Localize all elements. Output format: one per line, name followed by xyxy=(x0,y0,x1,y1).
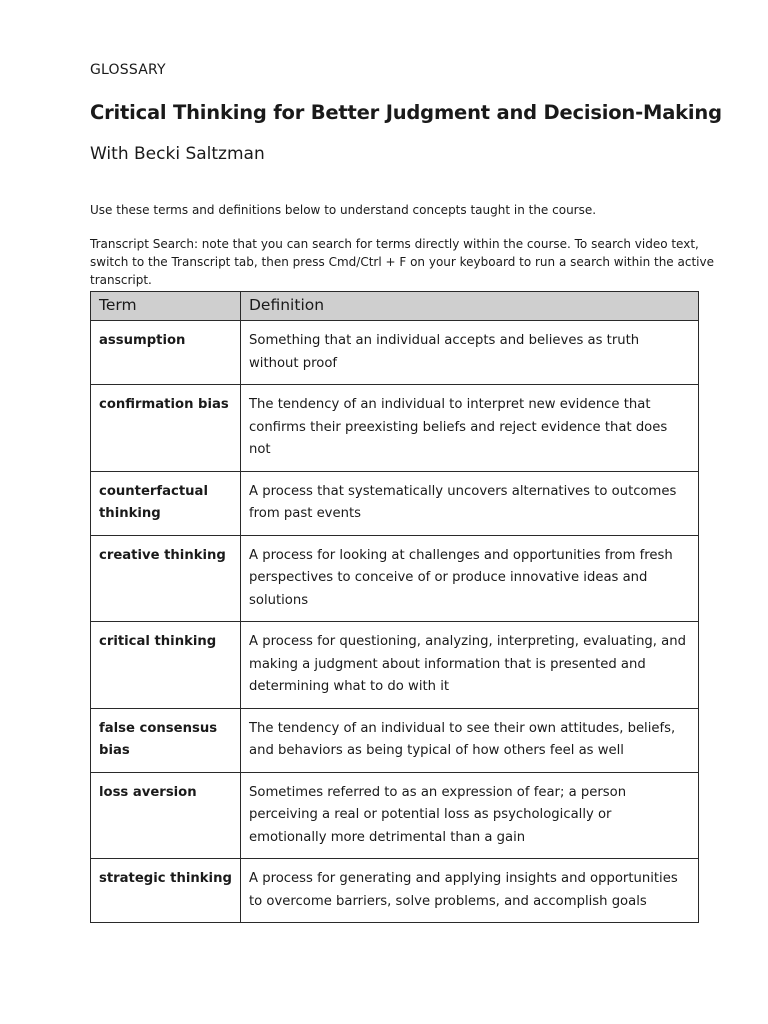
term-cell: assumption xyxy=(91,321,241,385)
term-cell: critical thinking xyxy=(91,622,241,709)
column-header-definition: Definition xyxy=(241,292,699,321)
definition-cell: A process for looking at challenges and opportunities from fresh perspectives to conceive of or produce innovative ideas and solutions xyxy=(241,535,699,622)
document-type-label: GLOSSARY xyxy=(90,62,166,78)
definition-cell: A process for generating and applying insights and opportunities to overcome barriers, solve problems, and accomplish goals xyxy=(241,859,699,923)
table-header-row xyxy=(91,292,699,321)
term-cell: counterfactual thinking xyxy=(91,471,241,535)
table-row xyxy=(91,385,699,472)
term-cell: loss aversion xyxy=(91,772,241,859)
term-cell: creative thinking xyxy=(91,535,241,622)
intro-paragraph: Use these terms and definitions below to understand concepts taught in the course. xyxy=(90,203,597,217)
definition-cell: A process for questioning, analyzing, interpreting, evaluating, and making a judgment about information that is presented and determining what to do with it xyxy=(241,622,699,709)
table-row xyxy=(91,321,699,385)
transcript-search-note: Transcript Search: note that you can search for terms directly within the course. To search video text, switch to the Transcript tab, then press Cmd/Ctrl + F on your keyboard to run a search within the active transcript. xyxy=(90,237,714,287)
definition-cell: Something that an individual accepts and believes as truth without proof xyxy=(241,321,699,385)
table-row xyxy=(91,772,699,859)
term-cell: strategic thinking xyxy=(91,859,241,923)
table-row xyxy=(91,859,699,923)
column-header-term: Term xyxy=(91,292,241,321)
definition-cell: A process that systematically uncovers alternatives to outcomes from past events xyxy=(241,471,699,535)
definition-cell: The tendency of an individual to interpret new evidence that confirms their preexisting beliefs and reject evidence that does not xyxy=(241,385,699,472)
page-title: Critical Thinking for Better Judgment and Decision-Making xyxy=(90,101,722,124)
definition-cell: Sometimes referred to as an expression of fear; a person perceiving a real or potential loss as psychologically or emotionally more detrimental than a gain xyxy=(241,772,699,859)
table-row xyxy=(91,622,699,709)
table-row xyxy=(91,708,699,772)
author-subtitle: With Becki Saltzman xyxy=(90,144,265,164)
definition-cell: The tendency of an individual to see their own attitudes, beliefs, and behaviors as being typical of how others feel as well xyxy=(241,708,699,772)
table-row xyxy=(91,471,699,535)
term-cell: confirmation bias xyxy=(91,385,241,472)
glossary-table xyxy=(90,291,699,923)
term-cell: false consensus bias xyxy=(91,708,241,772)
table-row xyxy=(91,535,699,622)
